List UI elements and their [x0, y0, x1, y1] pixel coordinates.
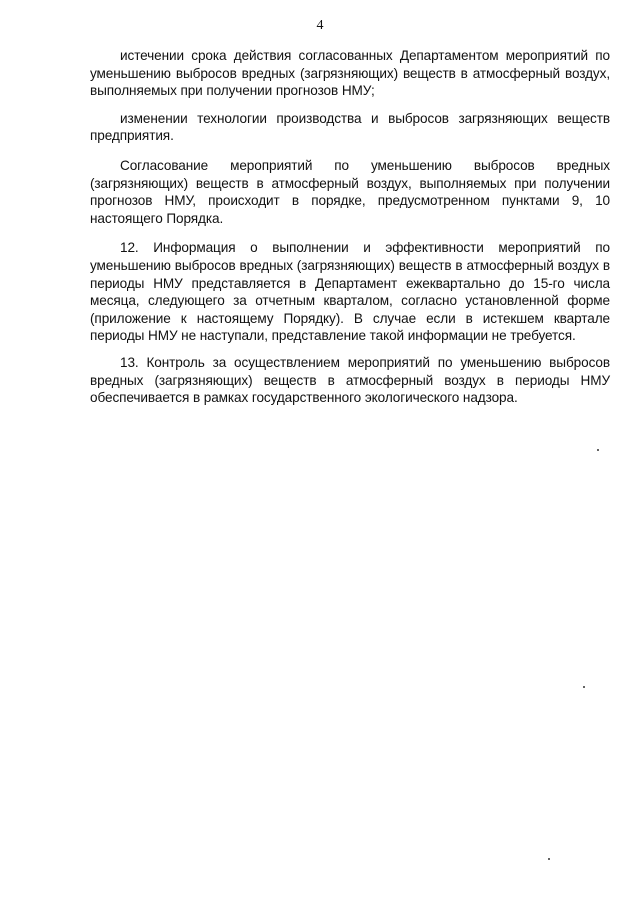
- paragraph-item-12: 12. Информация о выполнении и эффективности мероприятий по уменьшению выбросов вредных (загрязняющих) веществ в атмосферный воздух в периоды НМУ представляется в Департамент ежеквартально до 15-го числа месяца, следующего за отчетным кварталом, согласно установленной форме (приложение к настоящему Порядку). В случае если в истекшем квартале периоды НМУ не наступали, представление такой информации не требуется.: [90, 240, 610, 344]
- paragraph-technology-change-clause: изменении технологии производства и выбросов загрязняющих веществ предприятия.: [90, 110, 610, 144]
- page-number: 4: [316, 18, 324, 33]
- paragraph-approval-procedure: Согласование мероприятий по уменьшению выбросов вредных (загрязняющих) веществ в атмосферный воздух, выполняемых при получении прогнозов НМУ, происходит в порядке, предусмотренном пунктами 9, 10 настоящего Порядка.: [90, 157, 610, 226]
- paragraph-item-13: 13. Контроль за осуществлением мероприятий по уменьшению выбросов вредных (загрязняющих) веществ в атмосферный воздух в периоды НМУ обеспечивается в рамках государственного экологического надзора.: [90, 354, 610, 406]
- scan-speck: [583, 686, 585, 688]
- paragraph-expiry-clause: истечении срока действия согласованных Департаментом мероприятий по уменьшению выбросов вредных (загрязняющих) веществ в атмосферный воздух, выполняемых при получении прогнозов НМУ;: [90, 48, 610, 99]
- document-body: [90, 47, 610, 417]
- scan-speck: [548, 858, 550, 860]
- scan-speck: [597, 449, 599, 451]
